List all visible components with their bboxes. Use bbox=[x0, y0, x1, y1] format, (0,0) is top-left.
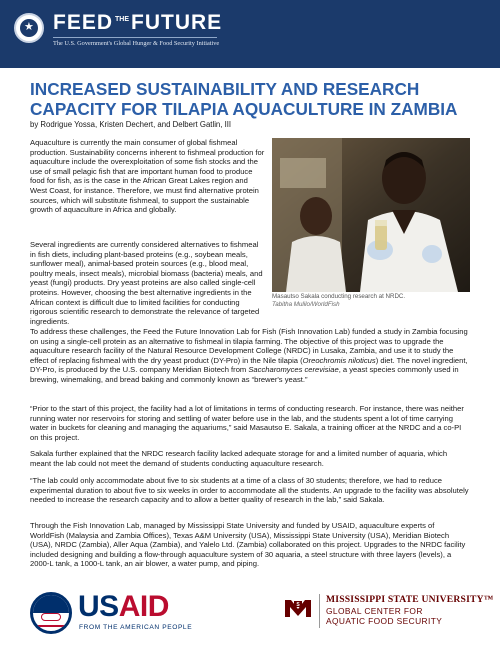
paragraph-study: To address these challenges, the Feed the Future Innovation Lab for Fish (Fish Innovation Lab) funded a study in Zambia focusing on using a single-cell protein as an alternative to fishmeal in tilapia farming. The objective of this project was to upgrade the aquaculture research facility of the Natural Resource Development College (NRDC) in Lusaka, Zambia, and use it to study the effect of replacing fishmeal with the dry yeast product (DY-Pro) in the Nile tilapia (Oreochromis niloticus) diet. The novel ingredient, DY-Pro, is produced by the U.S. company Meridian Biotech from Saccharomyces cerevisiae, a yeast species commonly used in brewing, winemaking, and bread baking and commonly known as “brewer's yeast.” bbox=[30, 327, 468, 384]
byline: by Rodrigue Yossa, Kristen Dechert, and Delbert Gatlin, III bbox=[30, 120, 232, 129]
msu-logo-icon bbox=[283, 597, 313, 619]
photo-caption-text: Masautso Sakala conducting research at NRDC. bbox=[272, 293, 406, 300]
paragraph-intro: Aquaculture is currently the main consumer of global fishmeal production. Sustainability concerns inherent to fishmeal production for aquaculture include the overexploitation of some fish stocks and the use of small pelagic fish that are important human food to produce food for fish, as is the case in the African Great Lakes region and West Coast, for instance. Therefore, we must find alternative protein sources, which will substitute fishmeal, to support the sustainable growth of aquaculture in Africa and globally. bbox=[30, 138, 265, 215]
svg-text:S: S bbox=[296, 602, 300, 608]
msu-name: MISSISSIPPI STATE UNIVERSITY™ bbox=[326, 594, 494, 605]
paragraph-alternatives: Several ingredients are currently considered alternatives to fishmeal in fish diets, including plant-based proteins (e.g., soybean meals, sunflower meal), animal-based protein sources (e.g., blood meal, poultry meals, insect meals), microbial biomass (bacteria) meals, and yeast (fungi) products. Dry yeast proteins are also called single-cell proteins. However, choosing the best alternative ingredients in the African context is difficult due to limited facilities for conducting rigorous scientific research to demonstrate the relevance of targeted ingredients. bbox=[30, 240, 263, 326]
photo-caption bbox=[272, 293, 470, 308]
usaid-seal-icon bbox=[30, 592, 72, 634]
page-title: INCREASED SUSTAINABILITY AND RESEARCH CAPACITY FOR TILAPIA AQUACULTURE IN ZAMBIA bbox=[30, 79, 458, 119]
photo-illustration bbox=[272, 138, 470, 292]
feed-the-future-logo: FEED THEFUTURE bbox=[53, 11, 223, 34]
yeast-species-name: Saccharomyces cerevisiae bbox=[248, 365, 339, 375]
paragraph-storage: Sakala further explained that the NRDC research facility lacked adequate storage for and a limited number of aquaria, which meant the lab could not meet the demand of students conducting aquaculture research. bbox=[30, 449, 448, 468]
photo-credit: Tabitha Mulilo/WorldFish bbox=[272, 300, 340, 308]
footer-divider bbox=[319, 594, 320, 628]
usaid-logo: USAID bbox=[78, 590, 169, 623]
brand-tagline: The U.S. Government's Global Hunger & Food Security Initiative bbox=[53, 40, 220, 47]
brand-divider bbox=[53, 37, 217, 38]
us-seal-icon bbox=[14, 13, 44, 43]
paragraph-collaboration: Through the Fish Innovation Lab, managed by Mississippi State University and funded by USAID, aquaculture experts of WorldFish (Malaysia and Zambia Offices), Texas A&M University (USA), Mississippi State University (USA), Meridian Biotech (USA), NRDC (Zambia), Aller Aqua (Zambia), and Yalelo Ltd. (Zambia) collaborated on this project. Upgrades to the NRDC facility included designing and building a flow-through aquaculture system of 30 aquaria, a steel structure with three layers (levels), a 2000-L tank, a 1000-L tank, an air blower, a water pump, and piping. bbox=[30, 521, 466, 569]
header-banner bbox=[0, 0, 500, 68]
paragraph-quote-capacity: “The lab could only accommodate about five to six students at a time of a class of 30 students; therefore, we had to reduce experimental duration to about five to six weeks in order to accommodate all the students. An upgrade to the facility was absolutely needed to increase the research capacity and to allow a better quality of research in the lab,” said Sakala. bbox=[30, 476, 469, 505]
usaid-tagline: FROM THE AMERICAN PEOPLE bbox=[79, 624, 193, 631]
research-photo bbox=[272, 138, 470, 292]
paragraph-quote-limitations: “Prior to the start of this project, the facility had a lot of limitations in terms of conducting research. For instance, there was neither running water nor reservoirs for storing and settling of water before use in the lab, and the students spent a lot of time carrying water in buckets for cleaning and managing the aquariums,” said Masautso E. Sakala, a training officer at the NRDC and a co-PI on this project. bbox=[30, 404, 464, 442]
species-name: Oreochromis niloticus bbox=[302, 355, 376, 365]
msu-center-name: GLOBAL CENTER FOR AQUATIC FOOD SECURITY bbox=[326, 606, 443, 626]
